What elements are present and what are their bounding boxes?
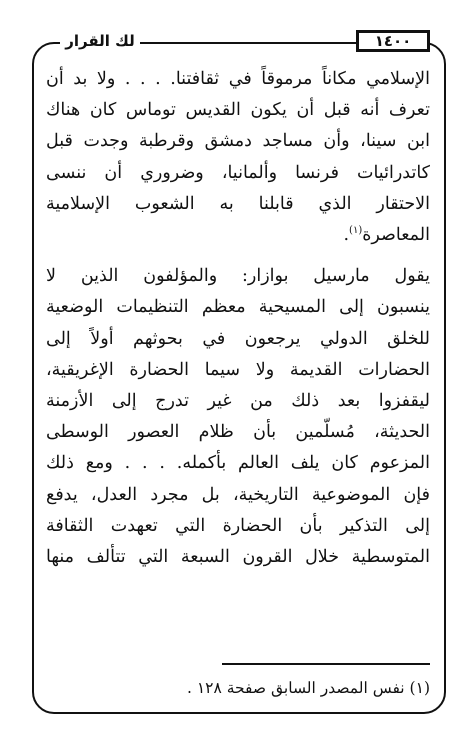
text-line: الحضارات القديمة ولا سيما الحضارة الإغريقية، <box>46 359 430 380</box>
text-line: إلى التذكير بأن الحضارة التي تعهدت الثقافة <box>46 515 430 536</box>
text-line: ينسبون إلى المسيحية معظم التنظيمات الوضعية <box>46 297 430 318</box>
text-line: الإسلامي مكاناً مرموقاً في ثقافتنا. . . . ولا بد أن <box>46 69 430 89</box>
text-line: المتوسطية خلال القرون السبعة التي تتألف منها <box>46 547 430 568</box>
text-line: ليقفزوا بعد ذلك من غير تدرج إلى الأزمنة <box>46 391 430 412</box>
footnote: (١) نفس المصدر السابق صفحة ١٢٨ . <box>186 679 430 697</box>
body-text <box>46 64 430 573</box>
footnote-divider <box>222 663 430 665</box>
text-line: فإن الموضوعية التاريخية، بل مجرد العدل، يدفع <box>46 484 430 505</box>
text-line: الاحتقار الذي قابلنا به الشعوب الإسلامية <box>46 193 430 214</box>
text-line: الحديثة، مُسلّمين بأن ظلام العصور الوسطى <box>46 422 430 443</box>
footnote-reference: (١) <box>349 225 363 237</box>
paragraph-2 <box>46 261 430 573</box>
text-line: تعرف أنه قبل أن يكون القديس توماس كان هناك <box>46 100 430 121</box>
text-line-last <box>46 220 430 251</box>
running-title: لك القرار <box>60 28 140 54</box>
sentence-end: . <box>343 225 350 246</box>
page-number: ١٤٠٠ <box>356 30 430 52</box>
paragraph-1 <box>46 64 430 251</box>
text-line: يقول مارسيل بوازار: والمؤلفون الذين لا <box>46 266 430 287</box>
text-line: ابن سينا، وأن مساجد دمشق وقرطبة وجدت قبل <box>46 131 430 152</box>
text-line: للخلق الدولي يرجعون في بحوثهم أولاً إلى <box>46 328 430 349</box>
text-line: كاتدرائيات فرنسا وألمانيا، وضروري أن ننسى <box>46 162 430 183</box>
text-fragment: المعاصرة <box>362 225 430 246</box>
text-line: المزعوم كان يلف العالم بأكمله. . . . ومع ذلك <box>46 453 430 474</box>
